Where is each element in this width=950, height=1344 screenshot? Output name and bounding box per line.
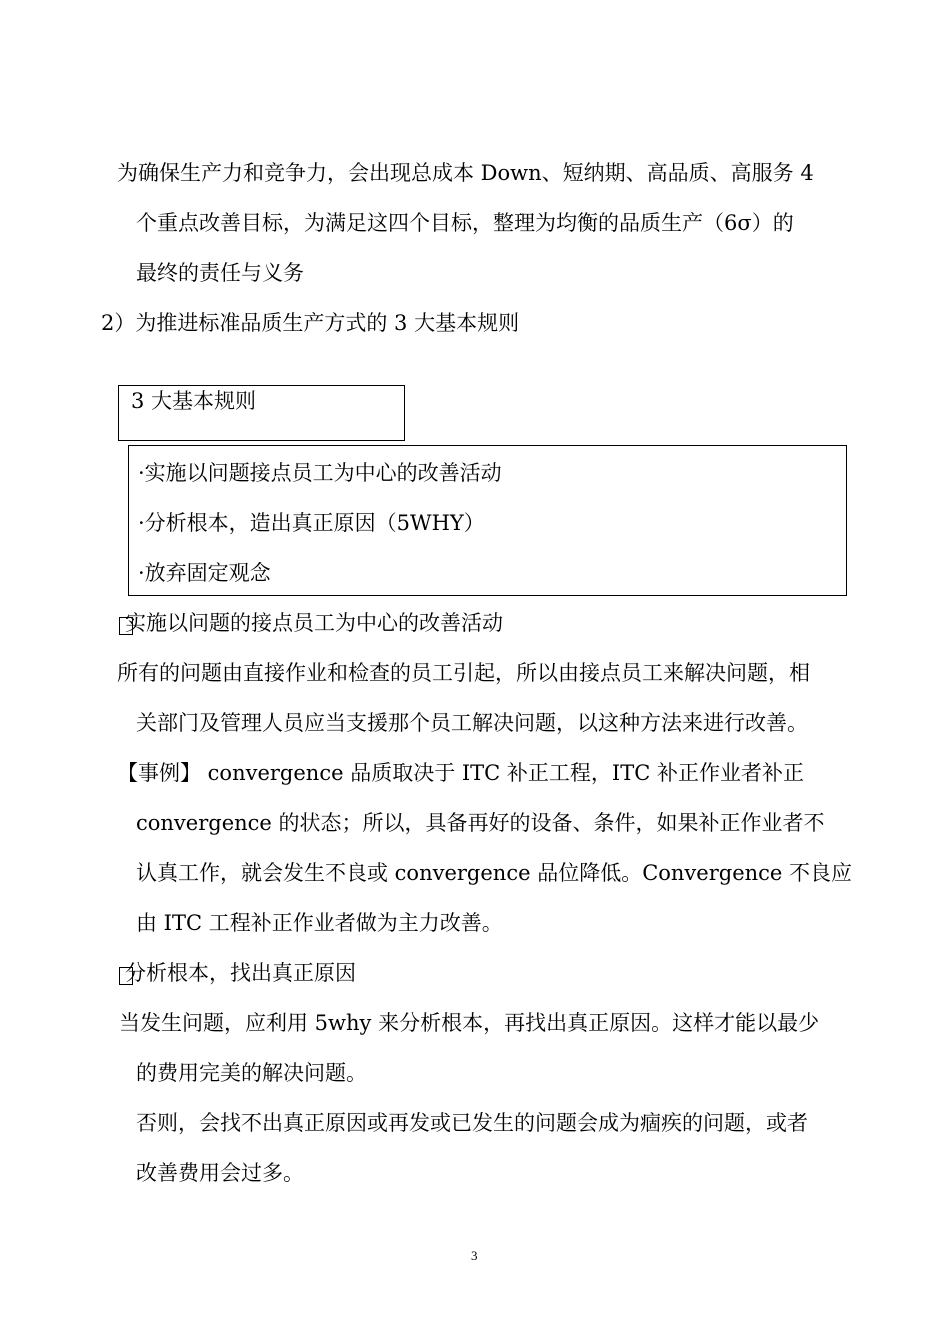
rule-item-2: ·分析根本，造出真正原因（5WHY） — [138, 511, 485, 535]
intro-line-3: 最终的责任与义务 — [136, 261, 304, 285]
rule-2-paragraph-line-4: 改善费用会过多。 — [136, 1161, 304, 1185]
rule-2-paragraph-line-1: 当发生问题，应利用 5why 来分析根本，再找出真正原因。这样才能以最少 — [119, 1011, 820, 1035]
rule-2-paragraph-line-3: 否则，会找不出真正原因或再发或已发生的问题会成为痼疾的问题，或者 — [136, 1111, 808, 1135]
page-number: 3 — [471, 1248, 478, 1263]
rule-2-paragraph-line-2: 的费用完美的解决问题。 — [136, 1061, 367, 1085]
example-line-3: 认真工作，就会发生不良或 convergence 品位降低。Convergence 不良应 — [136, 861, 853, 885]
rule-1-heading: 实施以问题的接点员工为中心的改善活动 — [125, 611, 503, 635]
section-2-heading: 2）为推进标准品质生产方式的 3 大基本规则 — [101, 311, 520, 335]
example-line-2: convergence 的状态；所以，具备再好的设备、条件，如果补正作业者不 — [136, 811, 825, 835]
rule-item-1: ·实施以问题接点员工为中心的改善活动 — [138, 461, 502, 485]
rules-title-box — [118, 385, 405, 441]
rule-1-paragraph-line-1: 所有的问题由直接作业和检查的员工引起，所以由接点员工来解决问题，相 — [117, 661, 810, 685]
example-line-1: 【事例】 convergence 品质取决于 ITC 补正工程，ITC 补正作业者补正 — [117, 761, 804, 785]
rules-title: 3 大基本规则 — [131, 389, 257, 413]
rules-list-box — [128, 445, 847, 596]
rule-item-3: ·放弃固定观念 — [138, 561, 271, 585]
intro-line-2: 个重点改善目标，为满足这四个目标，整理为均衡的品质生产（6σ）的 — [136, 211, 794, 235]
rule-1-paragraph-line-2: 关部门及管理人员应当支援那个员工解决问题，以这种方法来进行改善。 — [136, 711, 808, 735]
intro-line-1: 为确保生产力和竞争力，会出现总成本 Down、短纳期、高品质、高服务 4 — [117, 161, 814, 185]
rule-2-heading: 分析根本，找出真正原因 — [125, 961, 356, 985]
example-line-4: 由 ITC 工程补正作业者做为主力改善。 — [136, 911, 503, 935]
